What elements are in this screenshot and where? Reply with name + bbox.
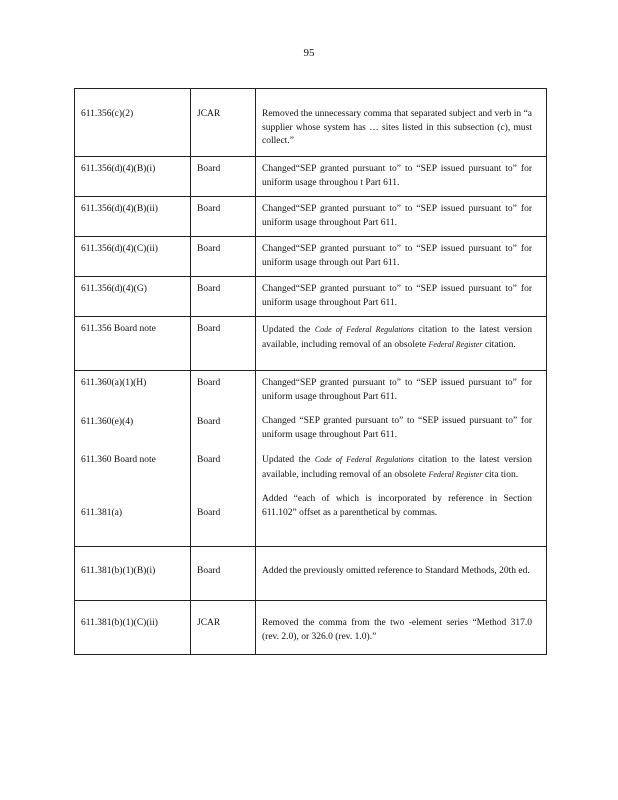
table-row	[75, 197, 547, 237]
italic-cfr: Code of Federal Regulations	[314, 455, 414, 464]
description-cell: Updated the Code of Federal Regulations citation to the latest version available, including removal of an obsolete Federal Register citation.	[262, 325, 532, 350]
source-cell: Board	[197, 284, 221, 294]
description-cell: Changed“SEP granted pursuant to” to “SEP issued pursuant to” for uniform usage throughout Part 611.	[262, 204, 532, 228]
description-cell: Changed“SEP granted pursuant to” to “SEP issued pursuant to” for uniform usage throughout Part 611.	[262, 284, 532, 308]
amendments-table	[74, 88, 547, 655]
description-cell: Removed the unnecessary comma that separated subject and verb in “a supplier whose system has … sites listed in this subsection (c), must collect.”	[262, 109, 532, 146]
source-cell: Board	[197, 164, 221, 174]
source-cell: Board	[197, 204, 221, 214]
table-row	[75, 601, 547, 655]
section-cell: 611.356(d)(4)(C)(ii)	[81, 244, 158, 254]
source-cell: JCAR	[197, 109, 221, 119]
description-cell: Changed“SEP granted pursuant to” to “SEP issued pursuant to” for uniform usage throughout Part 611. Changed “SEP granted pursuant to” to “SEP issued pursuant to” for uniform usage throughout Part 611. Updated the Code of Federal Regulations citation to the latest version available, including removal of an obsolete Federal Register cita tion. Added “each of which is incorporated by reference in Section 611.102” offset as a parenthetical by commas.	[262, 378, 532, 518]
section-cell: 611.381(b)(1)(B)(i)	[81, 566, 156, 576]
table-row	[75, 277, 547, 317]
section-cell: 611.356(d)(4)(G)	[81, 284, 147, 294]
table-row	[75, 547, 547, 601]
italic-fed-register: Federal Register	[428, 339, 483, 349]
section-cell: 611.356(c)(2)	[81, 109, 134, 119]
table-row	[75, 317, 547, 371]
table-row	[75, 237, 547, 277]
table-row	[75, 89, 547, 157]
source-cell: Board	[197, 244, 221, 254]
table-row	[75, 157, 547, 197]
section-cell: 611.381(b)(1)(C)(ii)	[81, 618, 158, 628]
source-cell: Board Board Board Board	[197, 378, 221, 518]
table-row	[75, 371, 547, 547]
description-cell: Changed“SEP granted pursuant to” to “SEP issued pursuant to” for uniform usage through out Part 611.	[262, 244, 532, 268]
source-cell: Board	[197, 566, 221, 576]
section-cell: 611.356 Board note	[81, 324, 156, 334]
description-cell: Changed“SEP granted pursuant to” to “SEP issued pursuant to” for uniform usage throughou t Part 611.	[262, 164, 532, 188]
italic-fed-register: Federal Register	[428, 469, 483, 479]
section-cell: 611.356(d)(4)(B)(ii)	[81, 204, 158, 214]
description-cell: Removed the comma from the two -element series “Method 317.0 (rev. 2.0), or 326.0 (rev. 1.0).”	[262, 618, 532, 642]
italic-cfr: Code of Federal Regulations	[314, 325, 414, 334]
source-cell: JCAR	[197, 618, 221, 628]
section-cell: 611.356(d)(4)(B)(i)	[81, 164, 156, 174]
section-cell: 611.360(a)(1)(H) 611.360(e)(4) 611.360 Board note 611.381(a)	[81, 378, 156, 518]
description-cell: Added the previously omitted reference to Standard Methods, 20th ed.	[262, 566, 530, 576]
page-number: 95	[303, 47, 315, 59]
source-cell: Board	[197, 324, 221, 334]
